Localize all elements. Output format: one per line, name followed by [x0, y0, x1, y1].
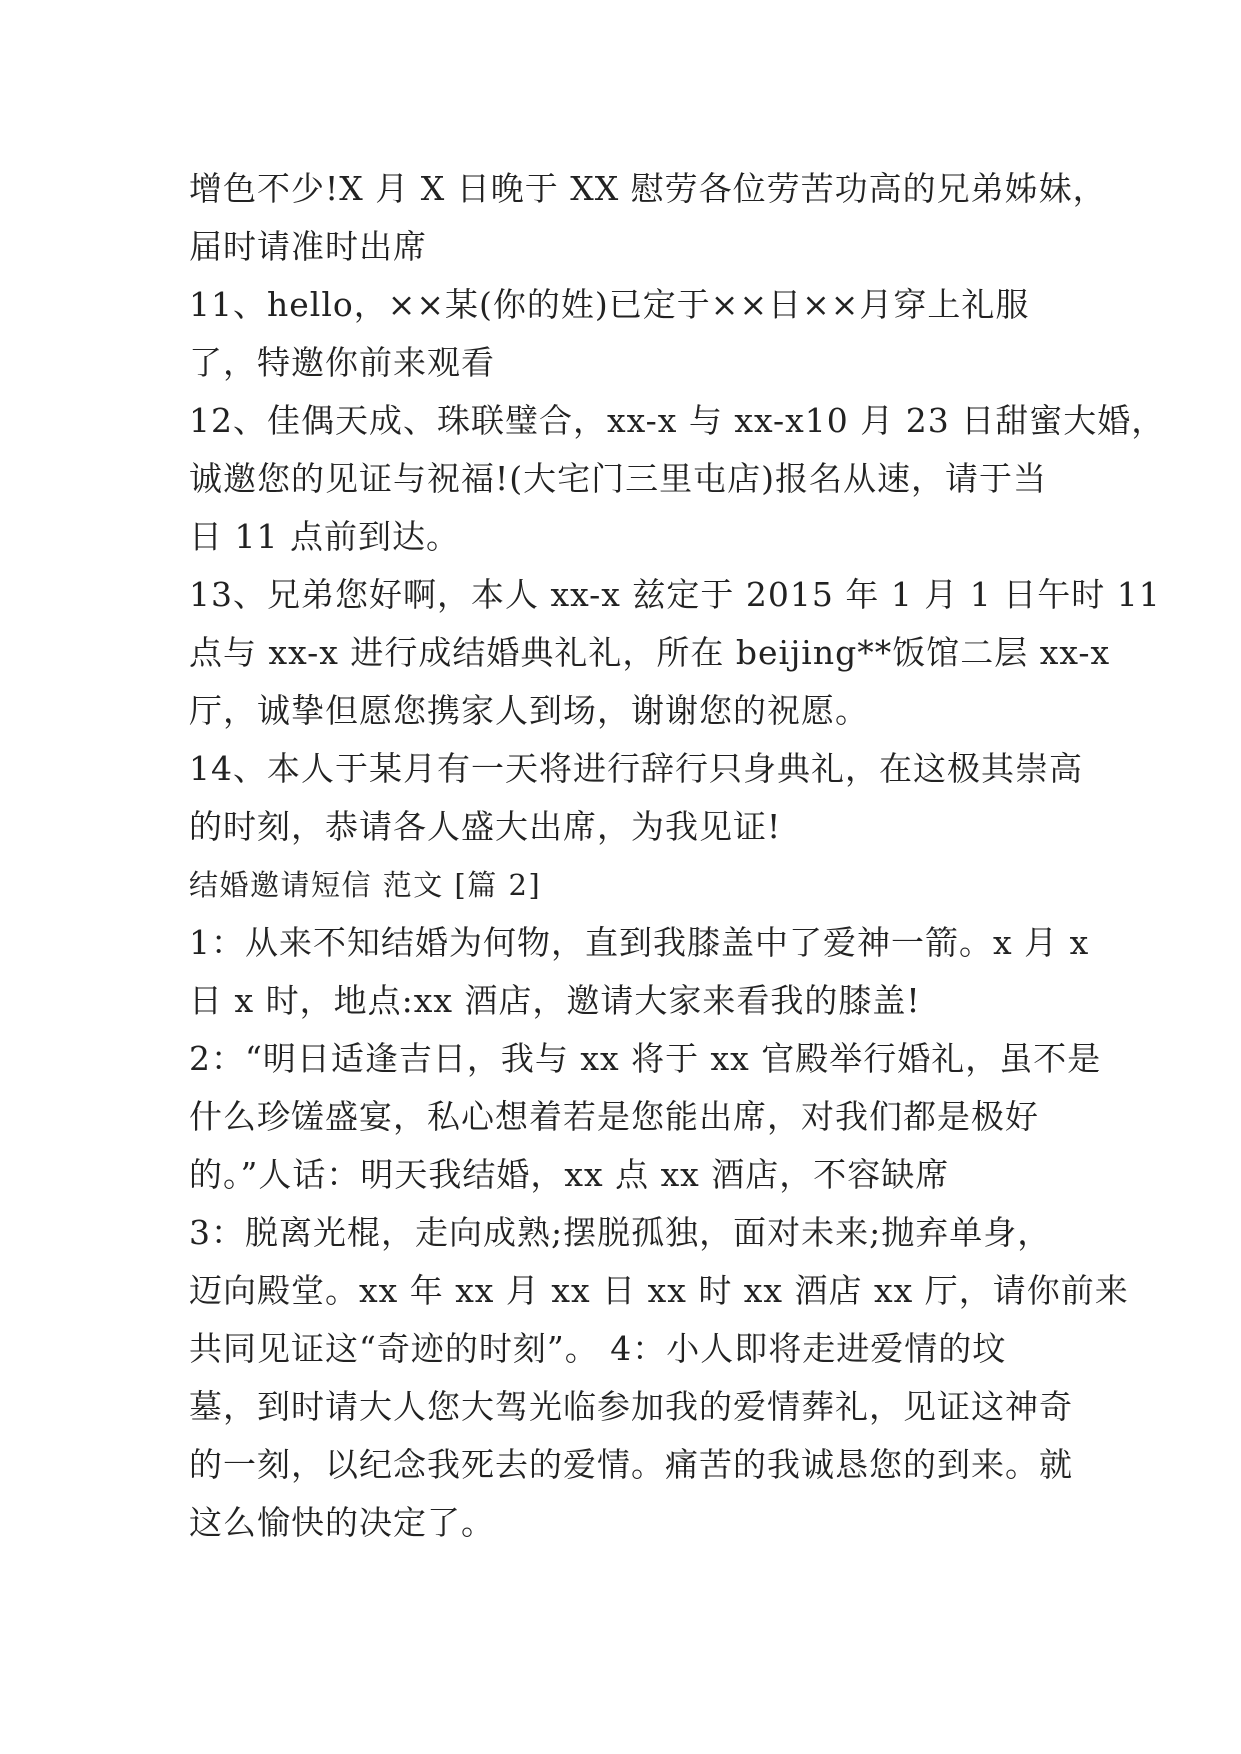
text-line: 的时刻，恭请各人盛大出席，为我见证! — [189, 807, 782, 846]
text-line: 11、hello，××某(你的姓)已定于××日××月穿上礼服 — [189, 285, 1030, 324]
text-line: 这么愉快的决定了。 — [189, 1503, 495, 1542]
text-line: 1：从来不知结婚为何物，直到我膝盖中了爱神一箭。x 月 x — [189, 923, 1090, 962]
text-line: 日 x 时，地点:xx 酒店，邀请大家来看我的膝盖! — [189, 981, 921, 1020]
text-line: 2：“明日适逢吉日，我与 xx 将于 xx 官殿举行婚礼，虽不是 — [189, 1039, 1102, 1078]
text-line: 诚邀您的见证与祝福!(大宅门三里屯店)报名从速，请于当 — [189, 459, 1048, 498]
text-line: 墓，到时请大人您大驾光临参加我的爱情葬礼，见证这神奇 — [189, 1387, 1073, 1426]
text-line: 日 11 点前到达。 — [189, 517, 460, 556]
text-line: 迈向殿堂。xx 年 xx 月 xx 日 xx 时 xx 酒店 xx 厅，请你前来 — [189, 1271, 1129, 1310]
text-line: 12、佳偶天成、珠联璧合，xx-x 与 xx-x10 月 23 日甜蜜大婚， — [189, 401, 1166, 440]
text-line: 的。”人话：明天我结婚，xx 点 xx 酒店，不容缺席 — [189, 1155, 950, 1194]
text-line: 13、兄弟您好啊，本人 xx-x 兹定于 2015 年 1 月 1 日午时 11 — [189, 575, 1161, 614]
text-line: 点与 xx-x 进行成结婚典礼礼，所在 beijing**饭馆二层 xx-x — [189, 633, 1111, 672]
text-line: 14、本人于某月有一天将进行辞行只身典礼，在这极其崇高 — [189, 749, 1083, 788]
text-line: 的一刻，以纪念我死去的爱情。痛苦的我诚恳您的到来。就 — [189, 1445, 1073, 1484]
document-body — [189, 160, 1166, 1552]
text-line: 了，特邀你前来观看 — [189, 343, 495, 382]
text-line: 共同见证这“奇迹的时刻”。 4：小人即将走进爱情的坟 — [189, 1329, 1007, 1368]
text-line: 届时请准时出席 — [189, 227, 427, 266]
text-line: 3：脱离光棍，走向成熟;摆脱孤独，面对未来;抛弃单身， — [189, 1213, 1052, 1252]
text-line: 增色不少!X 月 X 日晚于 XX 慰劳各位劳苦功高的兄弟姊妹， — [189, 169, 1107, 208]
section-heading: 结婚邀请短信 范文 [篇 2] — [189, 868, 542, 902]
text-line: 什么珍馐盛宴，私心想着若是您能出席，对我们都是极好 — [189, 1097, 1039, 1136]
text-line: 厅，诚挚但愿您携家人到场，谢谢您的祝愿。 — [189, 691, 869, 730]
